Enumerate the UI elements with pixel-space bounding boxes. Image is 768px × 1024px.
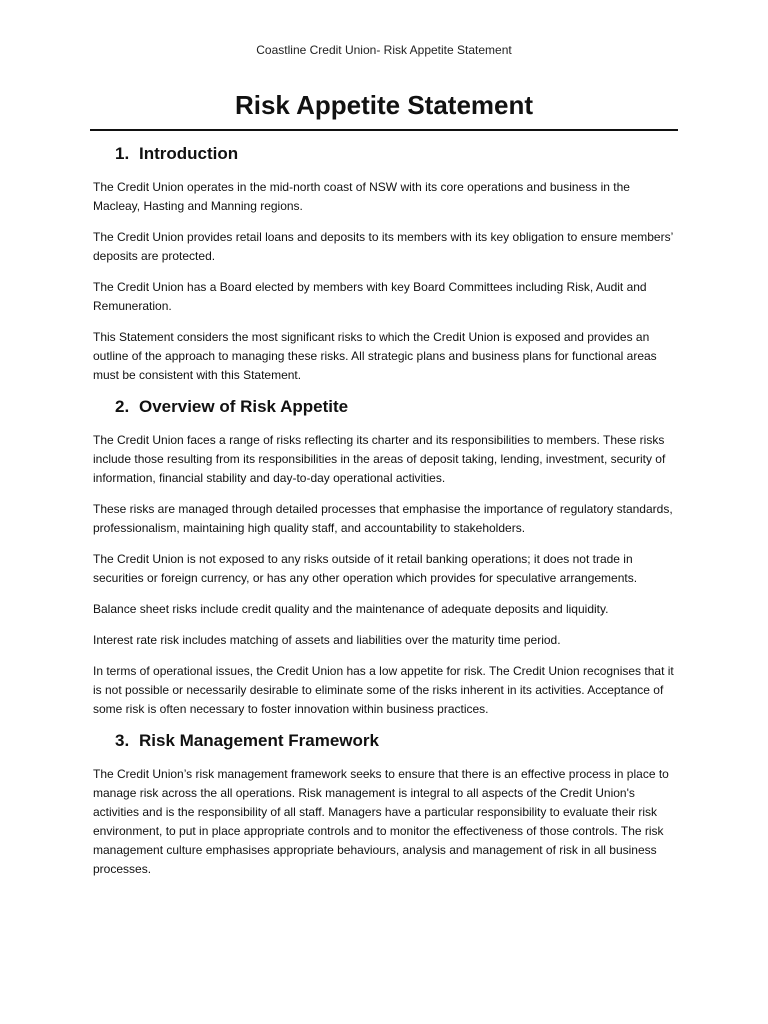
paragraph: The Credit Union faces a range of risks reflecting its charter and its responsibilities to members. These risks include those resulting from its responsibilities in the areas of deposit taking, lending, investment, security of information, financial stability and day-to-day operational activities. [93,433,666,485]
paragraph: This Statement considers the most significant risks to which the Credit Union is exposed and provides an outline of the approach to managing these risks. All strategic plans and business plans for functional areas must be consistent with this Statement. [93,330,657,382]
section-heading [93,144,677,164]
paragraph: The Credit Union has a Board elected by members with key Board Committees including Risk, Audit and Remuneration. [93,280,647,313]
paragraph: The Credit Union operates in the mid-north coast of NSW with its core operations and business in the Macleay, Hasting and Manning regions. [93,180,630,213]
paragraph: The Credit Union is not exposed to any risks outside of it retail banking operations; it does not trade in securities or foreign currency, or has any other operation which provides for speculative arrangements. [93,552,638,585]
paragraph: In terms of operational issues, the Credit Union has a low appetite for risk. The Credit Union recognises that it is not possible or necessarily desirable to eliminate some of the risks inherent in its activities. Acceptance of some risk is often necessary to foster innovation within business practices. [93,664,674,716]
section-title: Overview of Risk Appetite [139,397,349,416]
document-body [93,144,677,891]
section-number: 2. [115,397,130,416]
section-heading [93,397,677,417]
section-heading [93,731,677,751]
section-overview-of-risk-appetite [93,397,677,719]
paragraph: The Credit Union provides retail loans and deposits to its members with its key obligation to ensure members’ deposits are protected. [93,230,673,263]
document-title: Risk Appetite Statement [234,90,534,120]
paragraph: These risks are managed through detailed processes that emphasise the importance of regulatory standards, professionalism, maintaining high quality staff, and accountability to stakeholders. [93,502,673,535]
running-header: Coastline Credit Union- Risk Appetite Statement [256,43,512,57]
section-introduction [93,144,677,385]
section-title: Introduction [139,144,239,163]
section-title: Risk Management Framework [139,731,379,750]
title-divider [90,129,678,131]
section-number: 1. [115,144,130,163]
paragraph: The Credit Union’s risk management framework seeks to ensure that there is an effective process in place to manage risk across the all operations. Risk management is integral to all aspects of the Credit Union's activities and is the responsibility of all staff. Managers have a particular responsibility to evaluate their risk environment, to put in place appropriate controls and to monitor the effectiveness of those controls. The risk management culture emphasises appropriate behaviours, analysis and management of risk in all business processes. [93,767,669,876]
paragraph: Balance sheet risks include credit quality and the maintenance of adequate deposits and liquidity. [93,602,609,616]
section-risk-management-framework [93,731,677,879]
section-number: 3. [115,731,130,750]
paragraph: Interest rate risk includes matching of assets and liabilities over the maturity time period. [93,633,561,647]
